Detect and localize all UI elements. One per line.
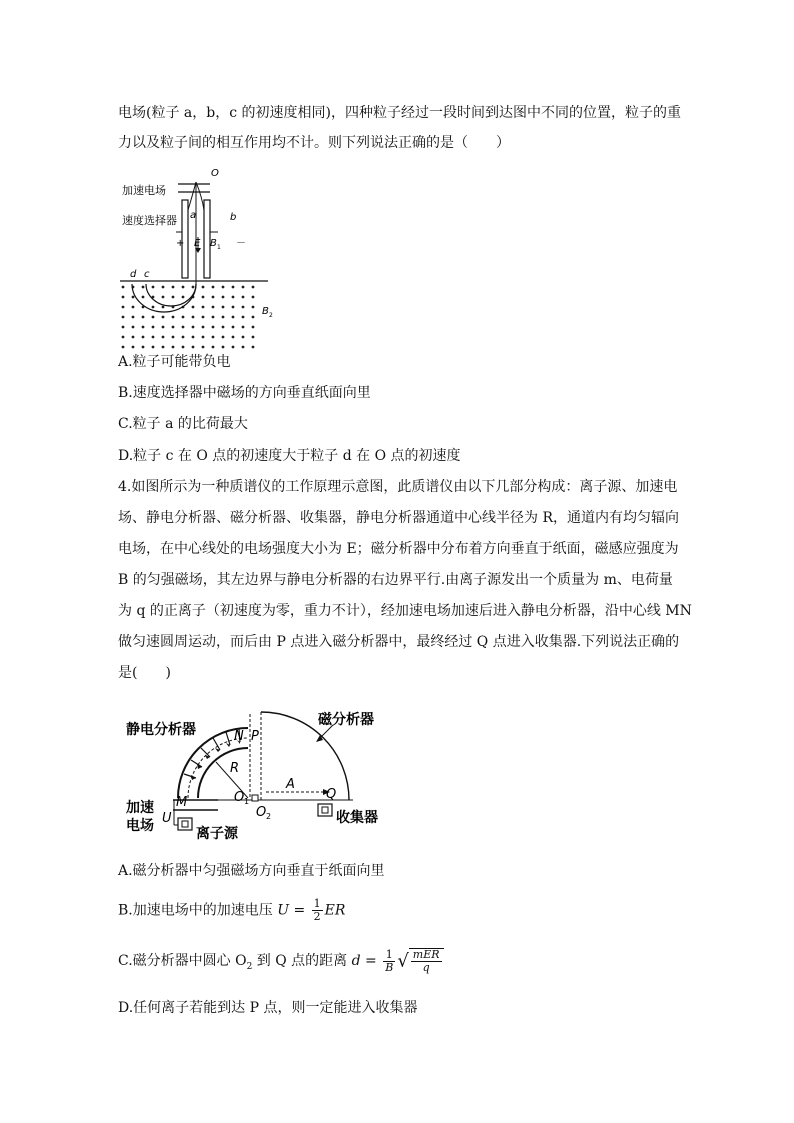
q4-stem-line-5: 为 q 的正离子（初速度为零，重力不计），经加速电场加速后进入静电分析器，沿中心线 MN <box>118 603 692 619</box>
label-velocity-selector: 速度选择器 <box>122 214 177 227</box>
label-a: a <box>190 210 197 221</box>
q4-stem-line-6: 做匀速圆周运动，而后由 P 点进入磁分析器中，最终经过 Q 点进入收集器.下列说法正确的 <box>118 634 680 650</box>
q4-option-d: D.任何离子若能到达 P 点，则一定能进入收集器 <box>118 1000 418 1016</box>
q4-option-b <box>118 898 345 923</box>
label-n: N <box>234 729 244 744</box>
label-o1-sub: 1 <box>244 797 250 806</box>
q4-option-c-sub: 2 <box>246 961 253 972</box>
q4-option-c <box>118 948 444 977</box>
label-b1-sub: 1 <box>217 244 221 251</box>
label-c: c <box>144 269 150 280</box>
label-q: Q <box>326 787 337 802</box>
q4-option-c-eq: = <box>360 953 382 969</box>
label-o2: O <box>256 805 267 820</box>
label-b2: B <box>262 306 269 317</box>
q4-option-b-prefix: B.加速电场中的加速电压 <box>118 902 278 919</box>
label-a: A <box>286 777 295 792</box>
q4-option-c-mid: 到 Q 点的距离 <box>252 953 352 969</box>
label-accel-2: 电场 <box>126 818 154 834</box>
q4-stem-line-1: 4.如图所示为一种质谱仪的工作原理示意图，此质谱仪由以下几部分构成：离子源、加速电 <box>118 479 678 495</box>
label-b2-sub: 2 <box>269 312 273 319</box>
label-u: U <box>162 811 172 826</box>
label-minus: － <box>236 238 246 249</box>
label-e: E <box>194 238 201 249</box>
label-static-analyzer: 静电分析器 <box>126 722 196 738</box>
label-ion-source: 离子源 <box>196 826 238 842</box>
q4-stem-line-2: 场、静电分析器、磁分析器、收集器，静电分析器通道中心线半径为 R，通道内有均匀辐向 <box>118 510 679 526</box>
q4-option-b-tail: ER <box>324 902 346 919</box>
q3-option-b: B.速度选择器中磁场的方向垂直纸面向里 <box>118 385 371 401</box>
q4-option-c-fraction <box>383 949 395 974</box>
q3-figure <box>118 162 278 352</box>
q4-option-c-rad-num: mER <box>412 948 440 961</box>
label-b1: B <box>210 238 217 249</box>
q3-stem-line-1: 电场(粒子 a，b，c 的初速度相同)，四种粒子经过一段时间到达图中不同的位置，粒子的重 <box>118 105 681 121</box>
label-b: b <box>230 212 237 223</box>
q4-option-b-num: 1 <box>313 897 321 910</box>
q4-stem-line-7: 是( ) <box>118 665 171 681</box>
label-accel-field: 加速电场 <box>122 184 166 197</box>
label-m: M <box>176 795 188 810</box>
q4-option-c-num: 1 <box>383 949 395 962</box>
q3-option-c: C.粒子 a 的比荷最大 <box>118 416 248 432</box>
label-magnetic-analyzer: 磁分析器 <box>318 712 374 728</box>
label-o: O <box>211 168 219 179</box>
q4-option-c-sqrt: √ $\frac{\text{mER}}{q}$ <box>397 948 443 974</box>
q3-option-a: A.粒子可能带负电 <box>118 354 231 370</box>
q3-stem-line-2: 力以及粒子间的相互作用均不计。则下列说法正确的是（ ） <box>118 135 510 151</box>
q4-option-c-var: d <box>351 953 361 969</box>
label-o2-sub: 2 <box>266 812 272 821</box>
label-collector: 收集器 <box>336 810 378 826</box>
label-accel-1: 加速 <box>126 800 154 816</box>
q4-option-b-den: 2 <box>313 910 321 923</box>
q4-option-b-var: U <box>277 902 290 919</box>
label-r: R <box>230 761 240 776</box>
label-p: P <box>251 729 259 744</box>
q4-stem-line-3: 电场，在中心线处的电场强度大小为 E；磁分析器中分布着方向垂直于纸面，磁感应强度为 <box>118 541 679 557</box>
q4-option-c-prefix: C.磁分析器中圆心 O <box>118 953 247 969</box>
q4-stem-line-4: B 的匀强磁场，其左边界与静电分析器的右边界平行.由离子源发出一个质量为 m、电荷量 <box>118 572 673 588</box>
label-plus: + <box>176 238 185 249</box>
q4-option-a: A.磁分析器中匀强磁场方向垂直于纸面向里 <box>118 863 385 879</box>
q4-option-c-rad-den: q <box>422 961 430 974</box>
q4-figure <box>118 700 398 850</box>
q4-option-b-eq: = <box>289 902 310 919</box>
q3-option-d: D.粒子 c 在 O 点的初速度大于粒子 d 在 O 点的初速度 <box>118 448 461 464</box>
q4-option-c-den: B <box>385 960 394 974</box>
b2-field-region <box>120 282 260 350</box>
q4-option-b-fraction <box>312 898 323 923</box>
label-o1: O <box>234 790 245 805</box>
label-d: d <box>130 269 137 280</box>
